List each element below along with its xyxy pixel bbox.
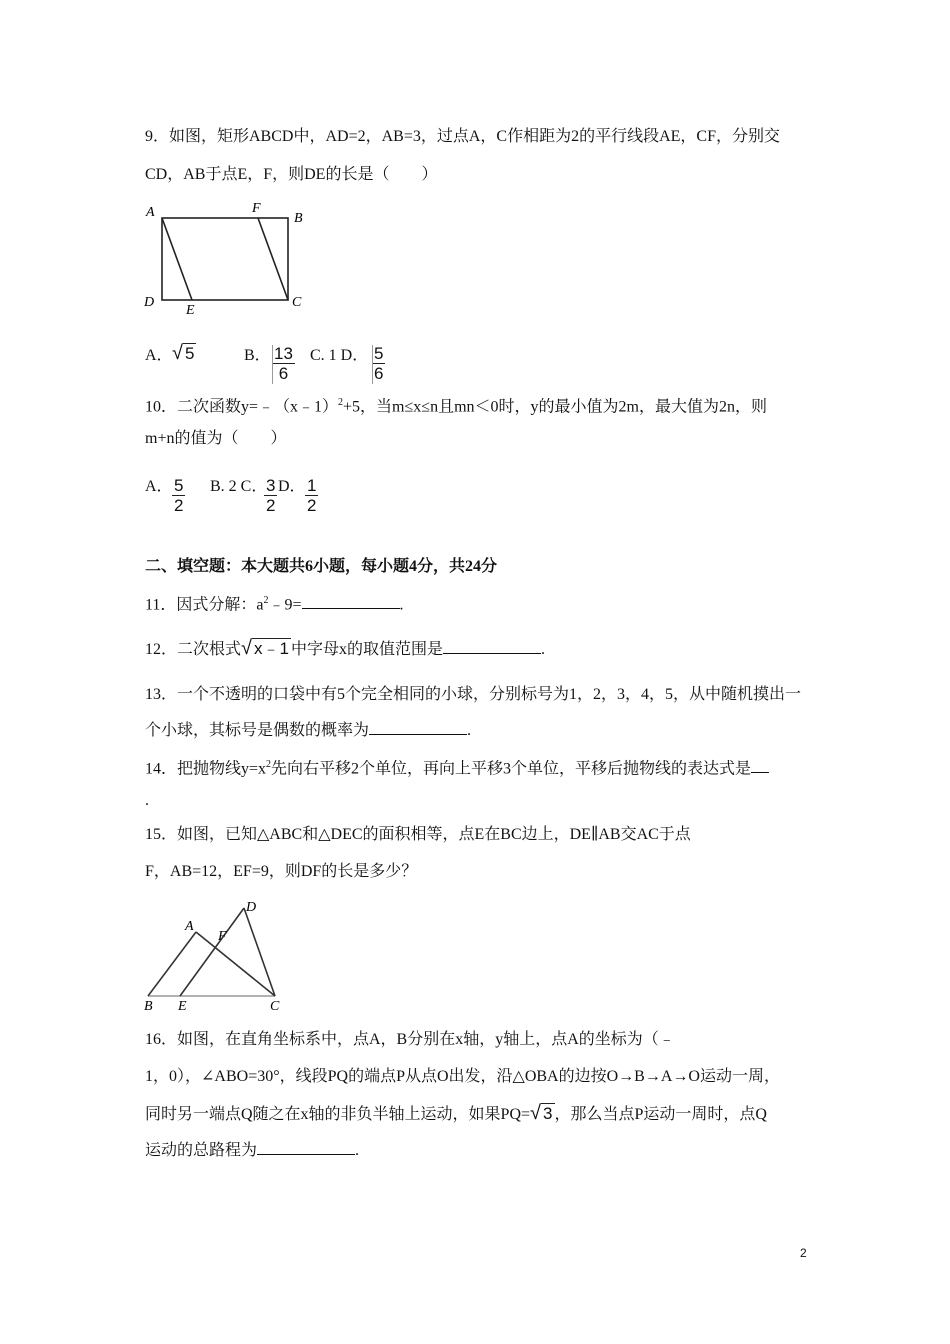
q13-line2: 个小球，其标号是偶数的概率为 . <box>145 722 472 739</box>
q10-option-d-prefix: D． <box>278 478 306 495</box>
q10-option-c-denominator: 2 <box>266 496 276 515</box>
q15-label-b: B <box>144 999 153 1014</box>
q10-option-c-fraction <box>264 477 277 516</box>
q10-option-a-numerator: 5 <box>174 476 184 495</box>
q9-option-c: C. 1 D． <box>310 347 369 364</box>
q14-line1: 14．把抛物线$y=x^2$先向右平移2个单位，再向上平移3个单位，平移后抛物线的表达式是 <box>145 754 769 780</box>
q16-line2: 1，0），∠ABO=30°，线段PQ的端点P从点O出发，沿△OBA的边按O→B→A→O运动一周， <box>145 1068 780 1085</box>
page-number: 2 <box>800 1246 807 1260</box>
q9-option-a-prefix: A． <box>145 347 173 364</box>
q14-answer-blank[interactable] <box>751 758 769 773</box>
q13-line1: 13．一个不透明的口袋中有5个完全相同的小球，分别标号为1，2，3，4，5，从中随机摸出一 <box>145 686 802 703</box>
q15-line1: 15．如图，已知△ABC和△DEC的面积相等，点E在BC边上，DE∥AB交AC于点 <box>145 826 691 843</box>
q16-line3: 同时另一端点Q随之在x轴的非负半轴上运动，如果PQ=√ 3 ，那么当点P运动一周时，点Q <box>145 1102 767 1124</box>
q10-option-bc: B. 2 C． <box>210 478 268 495</box>
q10-option-a-fraction <box>172 477 185 516</box>
q15-label-d: D <box>246 900 257 915</box>
q10-line1: 10．二次函数y=﹣（x﹣1）$^2$+5，当m≤x≤n且mn＜0时，y的最小值为2m，最大值为2n，则 <box>145 397 767 416</box>
q10-option-d-denominator: 2 <box>307 496 317 515</box>
q10-option-a-denominator: 2 <box>174 496 184 515</box>
q15-line2: F，AB=12，EF=9，则DF的长是多少？ <box>145 863 418 880</box>
q9-line1: 9．如图，矩形ABCD中，AD=2，AB=3，过点A，C作相距为2的平行线段AE，CF，分别交 <box>145 128 780 145</box>
q16-line4: 运动的总路程为 . <box>145 1142 360 1159</box>
q16-line1: 16．如图，在直角坐标系中，点A，B分别在x轴，y轴上，点A的坐标为（﹣ <box>145 1031 675 1048</box>
q12-radicand: x﹣1 <box>254 639 289 658</box>
q9-option-d-fraction <box>372 345 385 384</box>
q9-label-b: B <box>294 211 303 226</box>
q9-option-b-denominator: 6 <box>278 364 289 383</box>
q15-label-c: C <box>270 999 280 1014</box>
q9-option-b-prefix: B． <box>244 347 271 364</box>
q9-label-f: F <box>252 201 261 216</box>
q9-line2: CD，AB于点E，F，则DE的长是（ ） <box>145 166 438 183</box>
q9-rectangle-figure <box>140 196 315 318</box>
q16-answer-blank[interactable] <box>257 1140 355 1155</box>
q11-text: 11．因式分解：$a^2﹣9=$ . <box>145 595 404 614</box>
q9-label-a: A <box>146 205 155 220</box>
q9-option-d-denominator: 6 <box>374 364 384 383</box>
q9-label-e: E <box>186 303 195 318</box>
q9-option-d-numerator: 5 <box>374 344 384 363</box>
q9-option-a-sqrt: √ 5 <box>172 342 195 364</box>
q12-sqrt: √ x﹣1 <box>241 637 289 659</box>
q12-answer-blank[interactable] <box>443 639 541 654</box>
q9-option-b-fraction <box>272 345 295 384</box>
q9-label-c: C <box>292 295 302 310</box>
q14-line2: . <box>145 792 149 809</box>
q16-sqrt: √ 3 <box>530 1102 553 1124</box>
q15-label-a: A <box>185 919 194 934</box>
q16-radicand: 3 <box>543 1104 553 1123</box>
q15-triangle-figure <box>140 892 290 1014</box>
q9-option-b-numerator: 13 <box>274 344 293 363</box>
q9-label-d: D <box>144 295 155 310</box>
q12-text: 12．二次根式√ x﹣1 中字母x的取值范围是 . <box>145 637 545 659</box>
q10-option-d-numerator: 1 <box>307 476 317 495</box>
q9-option-a-radicand: 5 <box>184 344 195 363</box>
q10-option-a-prefix: A． <box>145 478 173 495</box>
q10-option-c-numerator: 3 <box>266 476 276 495</box>
q13-answer-blank[interactable] <box>369 720 467 735</box>
q15-label-f: F <box>218 929 227 944</box>
q10-option-d-fraction <box>305 477 318 516</box>
q11-answer-blank[interactable] <box>302 594 400 609</box>
q10-line2: m+n的值为（ ） <box>145 430 287 447</box>
q15-label-e: E <box>178 999 187 1014</box>
section-heading: 二、填空题：本大题共6小题，每小题4分，共24分 <box>145 558 498 575</box>
